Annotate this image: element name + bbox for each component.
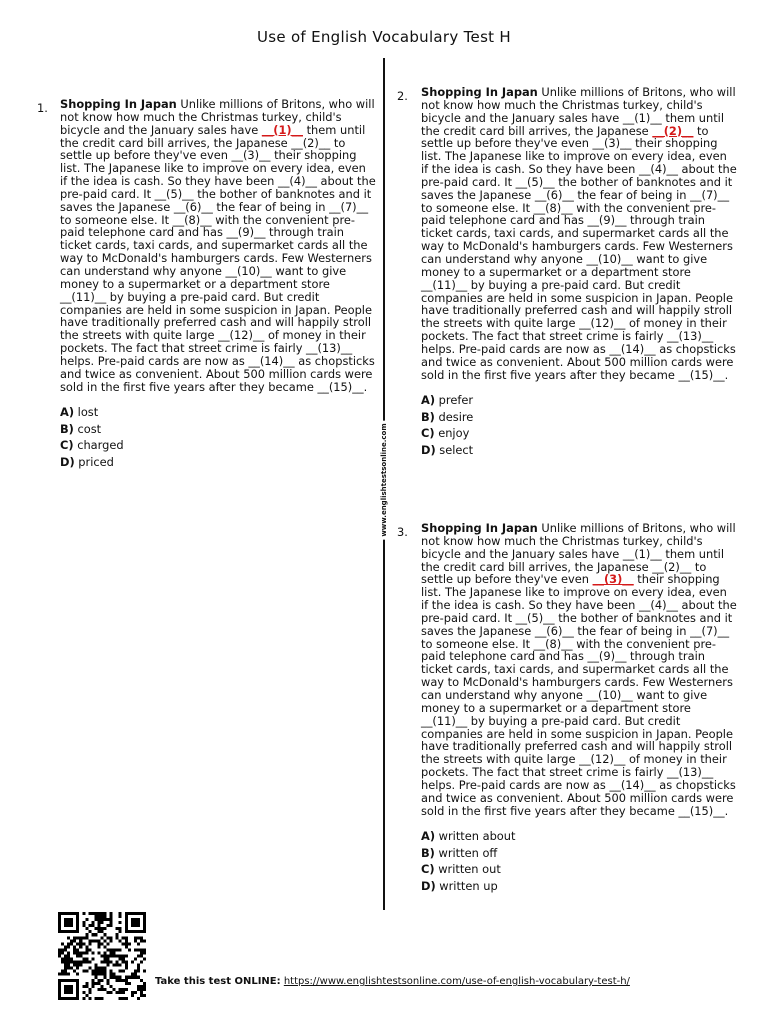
footer-label: Take this test ONLINE:: [155, 976, 281, 987]
option-a[interactable]: A) lost: [60, 405, 99, 420]
option-d[interactable]: D) select: [421, 442, 474, 457]
question-number: 1.: [37, 101, 48, 115]
question-passage: [421, 522, 737, 817]
footer: [155, 976, 630, 987]
passage-text: them until the credit card bill arrives, the Japanese __(2)__ to settle up before they've even __(3)__ their shopping list. The Japanese like to improve on every idea, even if the idea is cash. So they have been __(4)__ about the pre-paid card. It __(5)__ the bother of banknotes and it saves the Japanese __(6)__ the fear of being in __(7)__ to someone else. It __(8)__ with the convenient pre-paid telephone card and has __(9)__ through train ticket cards, taxi cards, and supermarket cards all the way to McDonald's hamburgers cards. Few Westerners can understand why anyone __(10)__ want to give money to a supermarket or a department store __(11)__ by buying a pre-paid card. But credit companies are held in some suspicion in Japan. People have traditionally preferred cash and will happily stroll the streets with quite large __(12)__ of money in their pockets. The fact that street crime is fairly __(13)__ helps. Pre-paid cards are now as __(14)__ as chopsticks and twice as convenient. About 500 million cards were sold in the first five years after they became __(15)__.: [60, 122, 376, 394]
option-c[interactable]: C) charged: [60, 438, 124, 453]
target-blank: __(1)__: [261, 122, 303, 137]
option-c[interactable]: C) written out: [421, 862, 501, 877]
passage-text: their shopping list. The Japanese like to improve on every idea, even if the idea is cash. So they have been __(4)__ about the pre-paid card. It __(5)__ the bother of banknotes and it saves the Japanese __(6)__ the fear of being in __(7)__ to someone else. It __(8)__ with the convenient pre-paid telephone card and has __(9)__ through train ticket cards, taxi cards, and supermarket cards all the way to McDonald's hamburgers cards. Few Westerners can understand why anyone __(10)__ want to give money to a supermarket or a department store __(11)__ by buying a pre-paid card. But credit companies are held in some suspicion in Japan. People have traditionally preferred cash and will happily stroll the streets with quite large __(12)__ of money in their pockets. The fact that street crime is fairly __(13)__ helps. Pre-paid cards are now as __(14)__ as chopsticks and twice as convenient. About 500 million cards were sold in the first five years after they became __(15)__.: [421, 572, 737, 818]
target-blank: __(3)__: [592, 572, 634, 587]
passage-text: Unlike millions of Britons, who will not know how much the Christmas turkey, child's bicycle and the January sales have __(1)__ them until the credit card bill arrives, the Japanese __(2)__ to settle up before they've even: [421, 521, 736, 587]
question-passage: [60, 98, 376, 393]
option-b[interactable]: B) cost: [60, 421, 102, 436]
option-b[interactable]: B) written off: [421, 845, 498, 860]
answer-options: [60, 404, 376, 470]
question-number: 3.: [397, 525, 408, 539]
qr-code-icon[interactable]: [58, 912, 146, 1000]
passage-text: Unlike millions of Britons, who will not know how much the Christmas turkey, child's bicycle and the January sales have: [60, 97, 375, 137]
page-title: Use of English Vocabulary Test H: [256, 28, 512, 46]
option-b[interactable]: B) desire: [421, 409, 474, 424]
test-online-link[interactable]: https://www.englishtestsonline.com/use-of-english-vocabulary-test-h/: [283, 976, 630, 987]
answer-options: [421, 828, 737, 894]
passage-topic: Shopping In Japan: [60, 97, 177, 111]
side-watermark-url: www.englishtestsonline.com: [379, 420, 389, 539]
passage-text: Unlike millions of Britons, who will not know how much the Christmas turkey, child's bicycle and the January sales have __(1)__ them until the credit card bill arrives, the Japanese: [421, 85, 736, 138]
question-number: 2.: [397, 89, 408, 103]
answer-options: [421, 392, 737, 458]
option-a[interactable]: A) written about: [421, 829, 516, 844]
option-a[interactable]: A) prefer: [421, 393, 474, 408]
target-blank: __(2)__: [652, 123, 694, 138]
passage-text: to settle up before they've even __(3)__ their shopping list. The Japanese like to improve on every idea, even if the idea is cash. So they have been __(4)__ about the pre-paid card. It __(5)__ the bother of banknotes and it saves the Japanese __(6)__ the fear of being in __(7)__ to someone else. It __(8)__ with the convenient pre-paid telephone card and has __(9)__ through train ticket cards, taxi cards, and supermarket cards all the way to McDonald's hamburgers cards. Few Westerners can understand why anyone __(10)__ want to give money to a supermarket or a department store __(11)__ by buying a pre-paid card. But credit companies are held in some suspicion in Japan. People have traditionally preferred cash and will happily stroll the streets with quite large __(12)__ of money in their pockets. The fact that street crime is fairly __(13)__ helps. Pre-paid cards are now as __(14)__ as chopsticks and twice as convenient. About 500 million cards were sold in the first five years after they became __(15)__.: [421, 123, 737, 382]
question-passage: [421, 86, 737, 381]
passage-topic: Shopping In Japan: [421, 85, 538, 99]
option-d[interactable]: D) written up: [421, 878, 498, 893]
passage-topic: Shopping In Japan: [421, 521, 538, 535]
option-d[interactable]: D) priced: [60, 454, 114, 469]
option-c[interactable]: C) enjoy: [421, 426, 470, 441]
